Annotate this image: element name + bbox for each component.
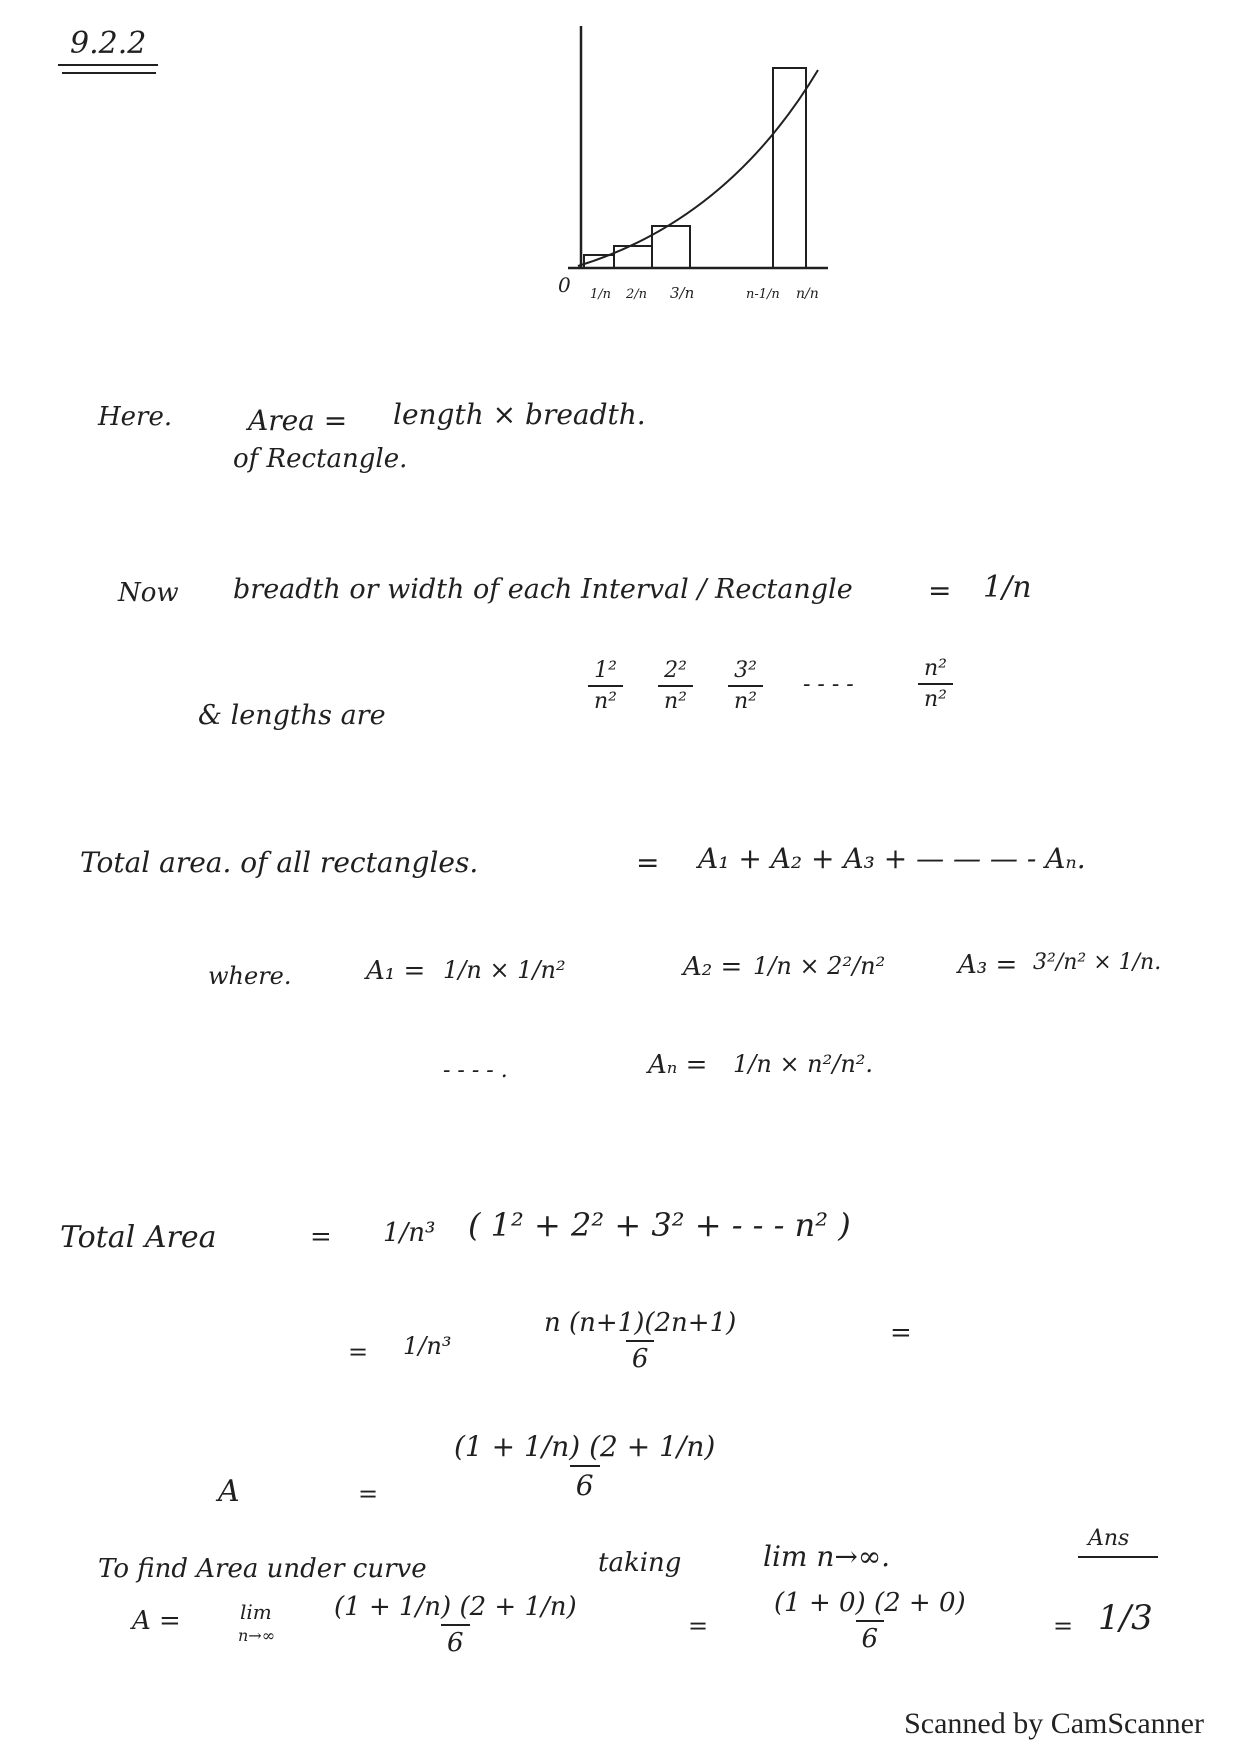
answer-mark: Ans bbox=[1088, 1526, 1130, 1551]
riemann-sum-graph bbox=[528, 20, 888, 320]
a2-label: A₂ = bbox=[683, 952, 743, 982]
limit-text: lim n→∞. bbox=[763, 1540, 891, 1573]
length-1: $\frac{\text{1²}}{\text{n²}}$ bbox=[588, 658, 623, 714]
an-expr: 1/n × n²/n². bbox=[733, 1050, 874, 1078]
a-label: A bbox=[218, 1474, 240, 1509]
length-n: $\frac{\text{n²}}{\text{n²}}$ bbox=[918, 656, 953, 712]
tick-label-1: 1/n bbox=[590, 287, 612, 302]
section-number: 9.2.2 bbox=[70, 26, 147, 61]
now-label: Now bbox=[118, 578, 179, 608]
total-area-label: Total area. of all rectangles. bbox=[80, 846, 479, 879]
coef-1: 1/n³ bbox=[383, 1218, 436, 1248]
total-area-eq2: = bbox=[348, 1338, 369, 1366]
scanned-page bbox=[48, 0, 1198, 1700]
curve bbox=[578, 70, 818, 266]
final-expression: $\frac{(1 + 1/n) (2 + 1/n)}{6}$ bbox=[334, 1592, 577, 1658]
a-expression: $\frac{(1 + 1/n) (2 + 1/n)}{6}$ bbox=[454, 1430, 716, 1502]
answer-underline bbox=[1078, 1556, 1158, 1558]
scanner-watermark: Scanned by CamScanner bbox=[904, 1707, 1204, 1740]
tick-label-n: n/n bbox=[796, 286, 819, 302]
sum-formula: $\frac{n (n+1)(2n+1)}{6}$ bbox=[544, 1308, 737, 1374]
section-underline-2 bbox=[62, 72, 156, 74]
area-label: Area = bbox=[248, 404, 348, 437]
a1-label: A₁ = bbox=[366, 956, 426, 986]
a1-expr: 1/n × 1/n² bbox=[443, 956, 566, 984]
total-area-eq: = bbox=[636, 846, 660, 879]
rectangle-2 bbox=[614, 246, 652, 268]
total-area-heading: Total Area bbox=[60, 1220, 217, 1255]
final-substituted: $\frac{(1 + 0) (2 + 0)}{6}$ bbox=[774, 1588, 966, 1654]
total-area-eq2b: = bbox=[890, 1318, 912, 1348]
tick-label-2: 2/n bbox=[626, 287, 648, 302]
a2-expr: 1/n × 2²/n² bbox=[753, 952, 886, 980]
taking-text: taking bbox=[598, 1548, 682, 1578]
a3-expr: 3²/n² × 1/n. bbox=[1033, 950, 1162, 975]
final-lim-sub: n→∞ bbox=[238, 1626, 276, 1645]
of-rectangle: of Rectangle. bbox=[233, 444, 408, 474]
length-3: $\frac{\text{3²}}{\text{n²}}$ bbox=[728, 658, 763, 714]
total-area-sum: A₁ + A₂ + A₃ + — — — - Aₙ. bbox=[698, 842, 1086, 875]
area-definition: length × breadth. bbox=[393, 398, 646, 431]
where-dots: - - - - . bbox=[443, 1058, 508, 1083]
an-label: Aₙ = bbox=[648, 1050, 708, 1080]
to-find-text: To find Area under curve bbox=[98, 1554, 427, 1584]
lengths-dots: - - - - bbox=[803, 672, 854, 697]
tick-label-3: 3/n bbox=[670, 284, 695, 302]
where-label: where. bbox=[208, 962, 292, 990]
coef-2: 1/n³ bbox=[403, 1332, 452, 1360]
length-2: $\frac{\text{2²}}{\text{n²}}$ bbox=[658, 658, 693, 714]
tick-label-n-1: n-1/n bbox=[746, 287, 780, 302]
breadth-value: 1/n bbox=[983, 570, 1032, 605]
a-eq: = bbox=[358, 1480, 379, 1508]
final-lim: lim bbox=[240, 1600, 272, 1624]
lengths-label: & lengths are bbox=[198, 700, 386, 731]
tick-label-0: 0 bbox=[558, 273, 571, 297]
rectangle-1 bbox=[584, 255, 614, 268]
total-area-eq1: = bbox=[310, 1222, 332, 1252]
sum-of-squares: ( 1² + 2² + 3² + - - - n² ) bbox=[468, 1206, 851, 1244]
final-a: A = bbox=[132, 1606, 181, 1636]
a3-label: A₃ = bbox=[958, 950, 1018, 980]
final-eq2: = bbox=[1053, 1612, 1074, 1640]
final-result: 1/3 bbox=[1098, 1598, 1153, 1638]
here-label: Here. bbox=[98, 402, 173, 432]
final-eq: = bbox=[688, 1612, 709, 1640]
breadth-text: breadth or width of each Interval / Rectangle bbox=[233, 574, 853, 605]
section-underline bbox=[58, 64, 158, 66]
breadth-eq: = bbox=[928, 574, 952, 607]
